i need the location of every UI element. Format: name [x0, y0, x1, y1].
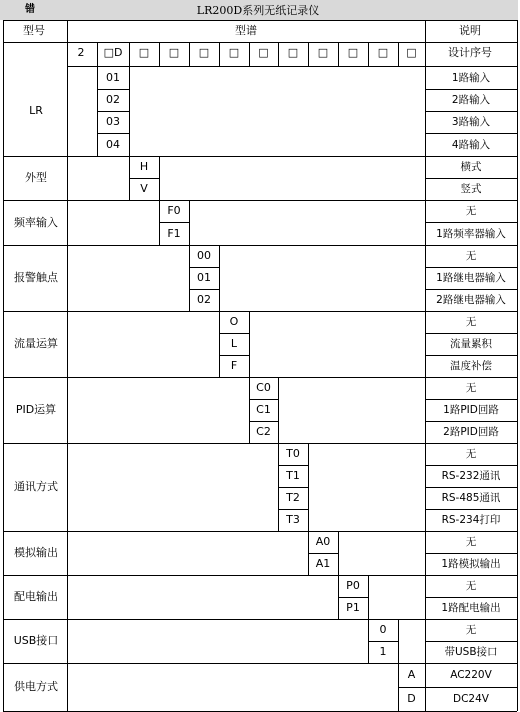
code-first: □D	[103, 46, 123, 59]
option-code: 02	[106, 93, 120, 106]
option-code: T0	[286, 447, 300, 460]
desc-row-line	[425, 421, 517, 422]
code-cell-border	[219, 311, 220, 377]
option-description: 1路PID回路	[443, 404, 499, 416]
code-placeholder-box: □	[347, 46, 359, 59]
option-description: 1路输入	[451, 71, 491, 84]
section-name-8: 配电输出	[14, 590, 58, 603]
option-description: 1路配电输出	[441, 602, 501, 614]
corner-mark: 错	[25, 4, 35, 15]
option-description: 竖式	[460, 183, 482, 195]
code-cell-border	[368, 575, 369, 619]
code-column-divider	[249, 42, 250, 66]
section-name-4: 流量运算	[14, 337, 58, 350]
desc-row-line	[425, 687, 517, 688]
spectrum-column-header: 型谱	[235, 24, 257, 37]
desc-row-line	[425, 465, 517, 466]
code-row-line	[189, 267, 219, 268]
code-cell-border	[189, 245, 190, 311]
code-cell-border	[338, 531, 339, 575]
section-divider	[3, 443, 517, 444]
option-description: 2路PID回路	[443, 426, 499, 438]
code-row-line	[249, 421, 278, 422]
option-code: C2	[256, 425, 271, 438]
code-cell-border	[159, 156, 160, 200]
description-column-divider	[425, 20, 426, 711]
option-code: H	[139, 160, 149, 173]
option-description: 流量累积	[450, 338, 492, 350]
code-cell-border	[308, 443, 309, 531]
code-row-line	[189, 289, 219, 290]
option-description: 无	[465, 250, 477, 262]
header-divider	[3, 42, 517, 43]
code-row-line	[278, 465, 308, 466]
desc-row-line	[425, 597, 517, 598]
option-description: 1路模拟输出	[441, 558, 501, 570]
option-code: 03	[106, 115, 120, 128]
code-column-divider	[97, 42, 98, 66]
code-placeholder-box: □	[406, 46, 417, 59]
code-row-line	[278, 487, 308, 488]
code-placeholder-box: □	[138, 46, 150, 59]
code-row-line	[219, 355, 249, 356]
table-border-right	[517, 20, 518, 711]
option-description: RS-234打印	[441, 514, 501, 526]
table-title: LR200D系列无纸记录仪	[196, 4, 320, 17]
desc-row-line	[425, 553, 517, 554]
option-code: A1	[315, 557, 331, 570]
section-name-5: PID运算	[15, 403, 57, 416]
desc-row-line	[425, 333, 517, 334]
option-code: P1	[346, 601, 360, 614]
description-column-header: 说明	[459, 24, 481, 37]
model-column-header: 型号	[23, 24, 45, 37]
option-description: 2路输入	[451, 94, 491, 106]
code-column-divider	[159, 42, 160, 66]
section-name-1: 外型	[25, 171, 47, 184]
option-code: O	[229, 315, 239, 328]
code-row-line	[97, 89, 129, 90]
code-row-line	[97, 133, 129, 134]
code-cell-border	[398, 619, 399, 663]
option-code: F1	[167, 226, 181, 240]
option-code: 00	[197, 249, 211, 262]
option-code: 1	[379, 645, 387, 658]
option-code: T2	[286, 491, 300, 504]
desc-row-line	[425, 111, 517, 112]
code-row-line	[219, 333, 249, 334]
option-code: F	[230, 359, 238, 372]
option-code: T1	[286, 469, 300, 482]
option-code: 01	[106, 70, 120, 84]
code-cell-border	[189, 200, 190, 245]
code-row-divider	[425, 66, 517, 67]
option-code: P0	[346, 579, 360, 592]
code-placeholder-box: □	[168, 46, 180, 59]
code-column-divider	[308, 42, 309, 66]
table-border-left	[3, 20, 4, 711]
desc-row-line	[425, 89, 517, 90]
option-description: 3路输入	[451, 116, 491, 128]
section-divider	[3, 377, 517, 378]
option-description: 1路频率器输入	[436, 227, 506, 240]
option-description: 4路输入	[451, 138, 491, 151]
code-placeholder-box: □	[287, 46, 299, 59]
desc-row-line	[425, 267, 517, 268]
desc-row-line	[425, 289, 517, 290]
option-description: 无	[465, 536, 477, 548]
option-description: 无	[465, 316, 477, 328]
option-code: A0	[315, 535, 331, 548]
section-name-6: 通讯方式	[14, 480, 58, 493]
option-description: 无	[465, 205, 477, 217]
code-placeholder-box: □	[258, 46, 269, 59]
code-cell-border	[249, 377, 250, 443]
desc-row-line	[425, 399, 517, 400]
option-code: C0	[256, 381, 271, 394]
code-column-divider	[189, 42, 190, 66]
code-placeholder-box: □	[317, 46, 329, 59]
code-column-divider	[398, 42, 399, 66]
code-placeholder-box: □	[377, 46, 389, 59]
desc-row-line	[425, 133, 517, 134]
code-cell-border	[249, 311, 250, 377]
option-code: 04	[106, 137, 120, 151]
option-code: T3	[286, 513, 300, 526]
code-row-line	[249, 399, 278, 400]
option-description: 横式	[460, 161, 482, 173]
section-divider	[3, 200, 517, 201]
section-divider	[3, 663, 517, 664]
option-code: F0	[167, 204, 181, 217]
section-divider	[3, 619, 517, 620]
desc-row-line	[425, 641, 517, 642]
code-digit: 2	[77, 46, 85, 59]
section-name-3: 报警触点	[14, 271, 58, 284]
code-placeholder-box: □	[228, 46, 240, 59]
option-code: A	[407, 668, 416, 681]
desc-row-line	[425, 355, 517, 356]
code-column-divider	[338, 42, 339, 66]
code-row-line	[368, 641, 398, 642]
section-name-2: 频率输入	[14, 215, 58, 229]
option-description: 无	[465, 580, 477, 592]
desc-row-line	[425, 487, 517, 488]
code-row-line	[129, 178, 159, 179]
option-code: 0	[379, 623, 387, 636]
code-cell-border	[129, 66, 130, 156]
code-placeholder-box: □	[198, 46, 210, 59]
code-cell-border	[219, 245, 220, 311]
option-description: 带USB接口	[444, 646, 498, 658]
code-column-divider	[278, 42, 279, 66]
option-description: RS-485通讯	[441, 492, 501, 504]
section-divider	[3, 531, 517, 532]
code-row-line	[308, 553, 338, 554]
code-column-divider	[368, 42, 369, 66]
option-description: 1路继电器输入	[436, 272, 506, 284]
code-row-line	[159, 222, 189, 223]
desc-row-line	[425, 178, 517, 179]
section-divider	[3, 156, 517, 157]
option-description: 无	[465, 448, 477, 460]
section-divider	[3, 311, 517, 312]
code-row-line	[97, 111, 129, 112]
option-description: 温度补偿	[450, 360, 492, 372]
option-code: L	[230, 337, 238, 350]
desc-row-line	[425, 509, 517, 510]
option-description: RS-232通讯	[441, 470, 501, 482]
code-column-divider	[129, 42, 130, 66]
design-serial-label: 设计序号	[448, 46, 492, 59]
section-divider	[3, 245, 517, 246]
option-description: AC220V	[450, 669, 492, 681]
option-code: V	[140, 182, 148, 195]
section-divider	[3, 575, 517, 576]
section-name-9: USB接口	[13, 634, 59, 647]
section-name-10: 供电方式	[14, 680, 58, 693]
section-name-0: LR	[29, 104, 43, 117]
option-code: C1	[256, 403, 271, 416]
code-row-line	[338, 597, 368, 598]
code-column-divider	[219, 42, 220, 66]
table-border-top	[3, 20, 517, 21]
option-code: 01	[197, 271, 211, 284]
model-column-divider	[67, 20, 68, 711]
desc-row-line	[425, 222, 517, 223]
section-name-7: 模拟输出	[14, 546, 58, 559]
option-code: D	[407, 692, 416, 705]
code-row-line	[278, 509, 308, 510]
option-description: 无	[465, 624, 477, 636]
option-description: DC24V	[453, 693, 489, 705]
code-row-divider	[67, 66, 425, 67]
option-description: 2路继电器输入	[436, 294, 506, 306]
option-code: 02	[197, 293, 211, 306]
option-description: 无	[465, 382, 477, 394]
code-cell-border	[278, 377, 279, 443]
code-row-line	[398, 687, 425, 688]
